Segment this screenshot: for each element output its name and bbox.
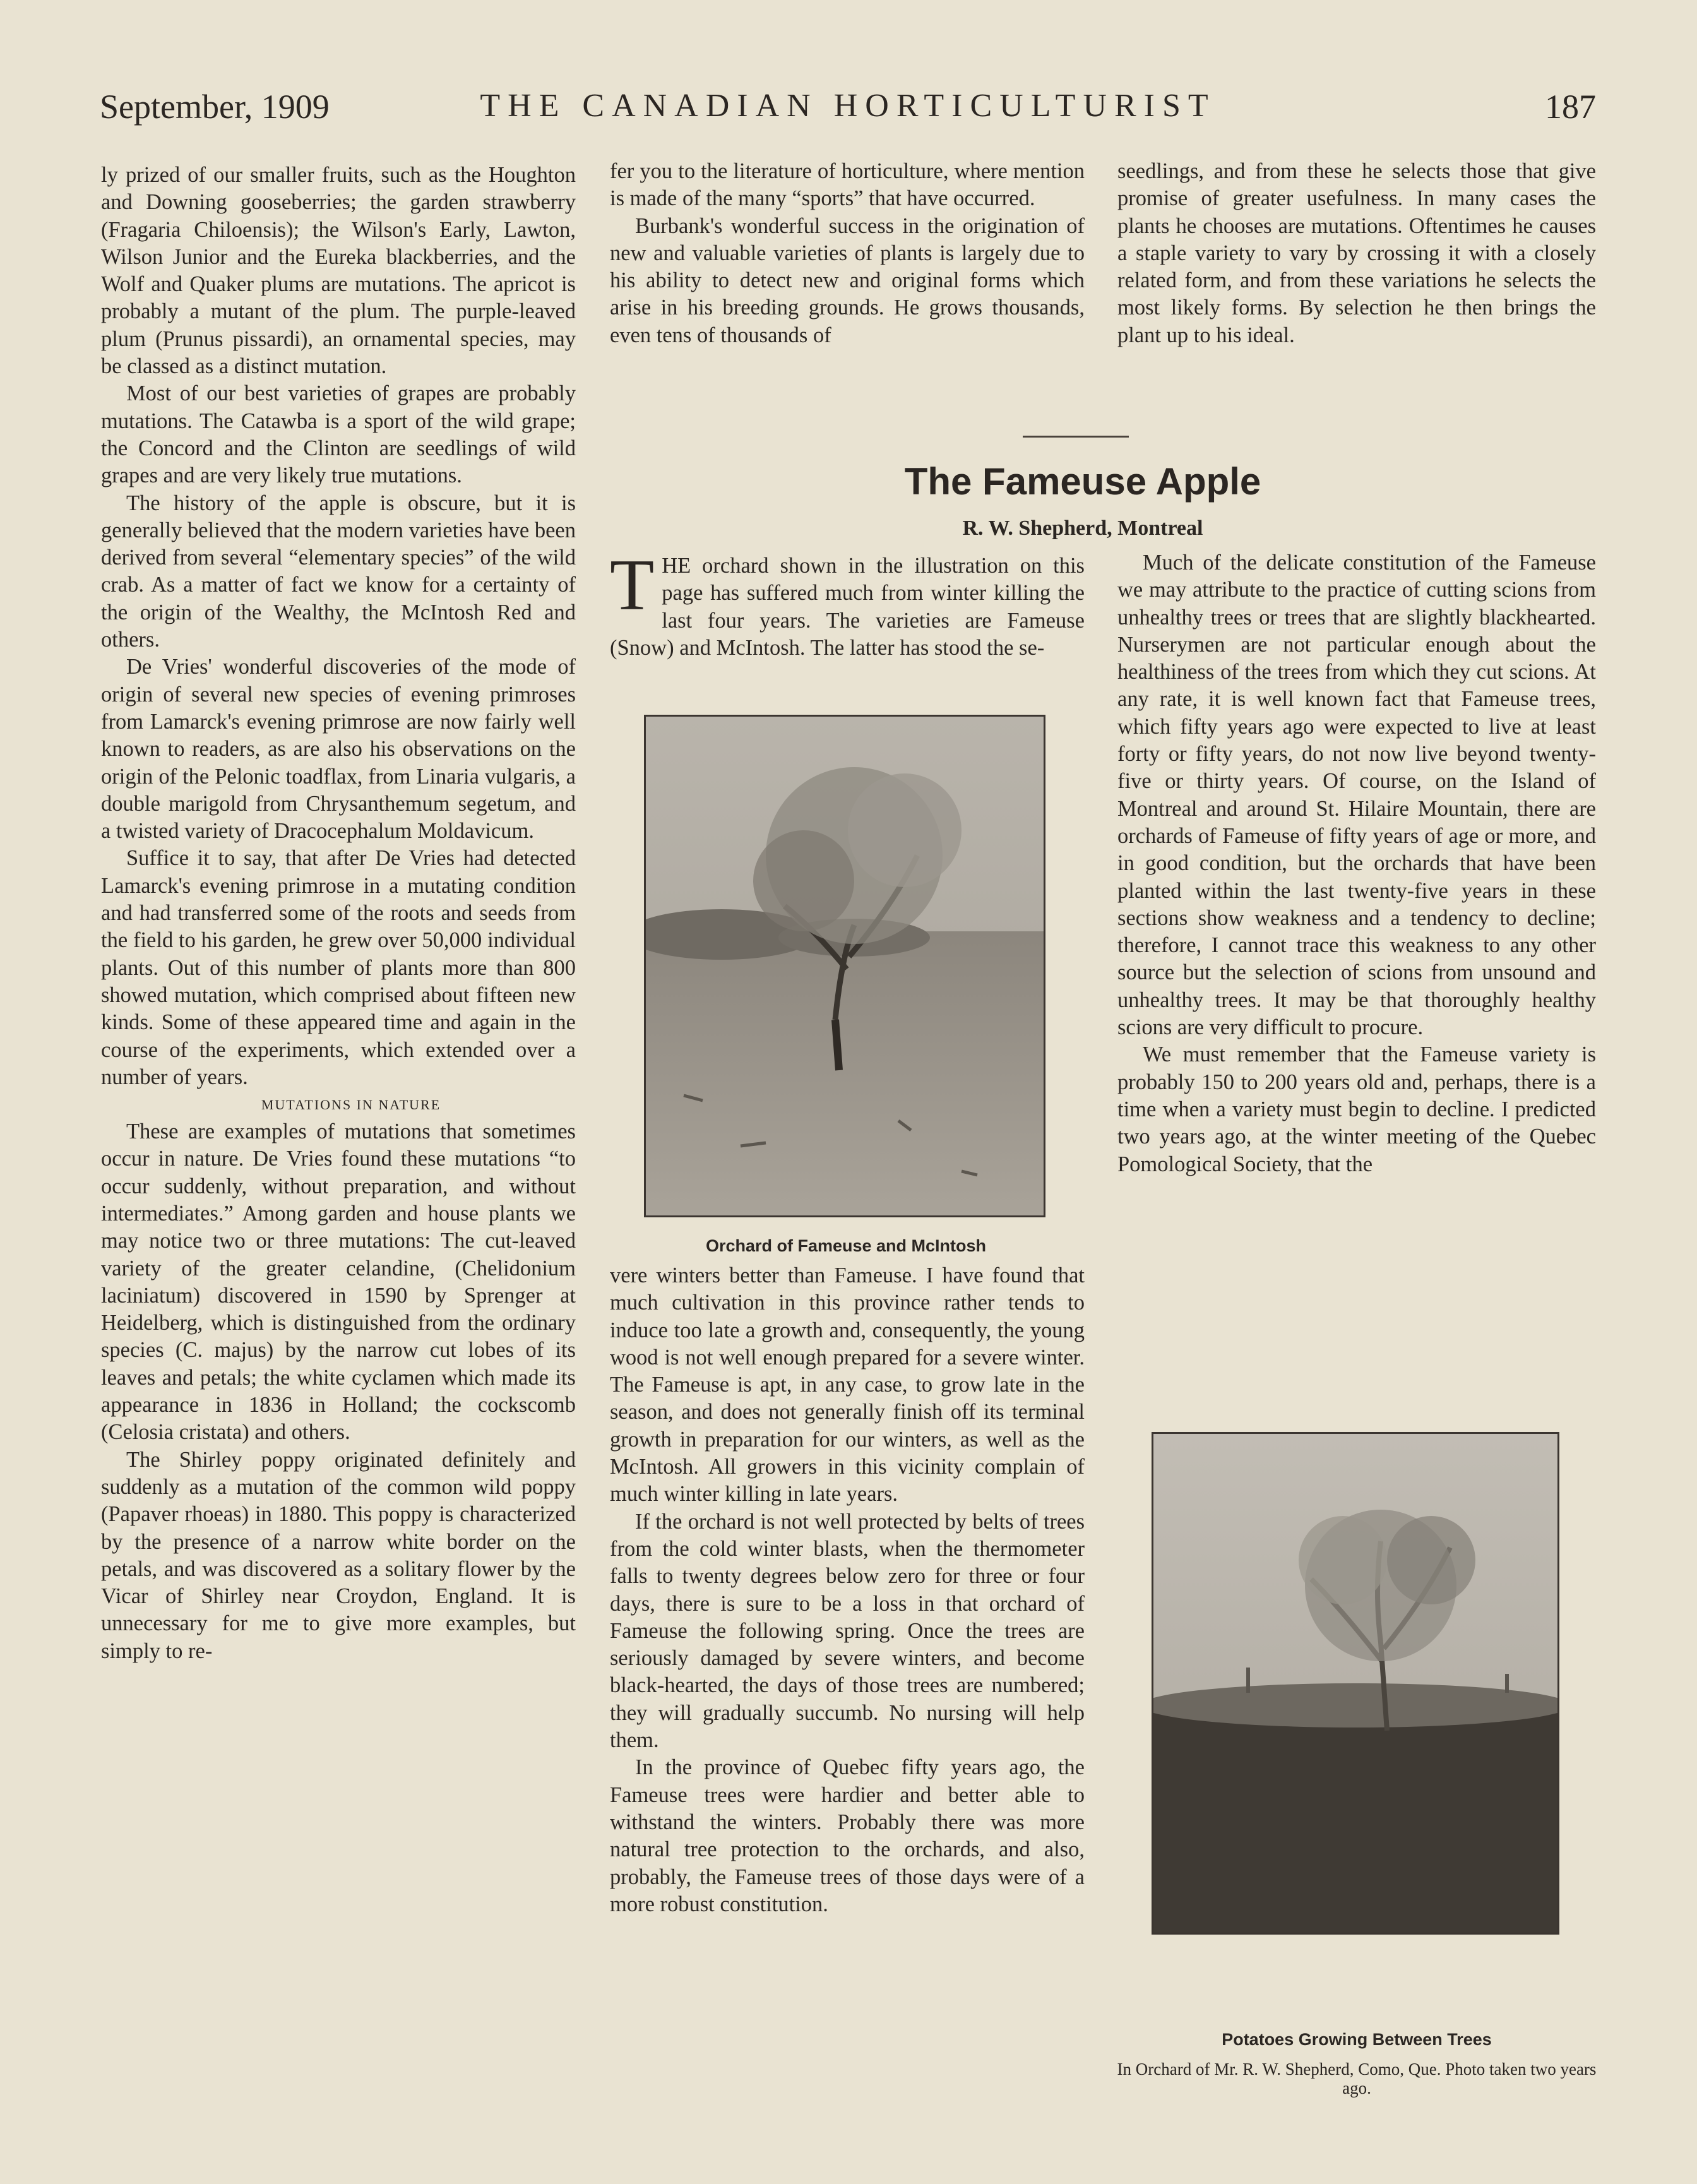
- orchard-photo: [644, 715, 1045, 1217]
- paragraph: The Shirley poppy originated definitely and suddenly as a mutation of the common wild poppy (Papaver rhoeas) in 1880. This poppy is characterized by the presence of a narrow white border on the petals, and was discovered as a solitary flower by the Vicar of Shirley near Croydon, England. It is unnecessary for me to give more examples, but simply to re-: [101, 1447, 576, 1663]
- article-intro: [610, 545, 1085, 662]
- journal-title: THE CANADIAN HORTICULTURIST: [480, 88, 1216, 124]
- page-number: 187: [1545, 88, 1596, 126]
- article-byline: R. W. Shepherd, Montreal: [962, 516, 1203, 540]
- column-3-bottom: [1117, 549, 1596, 1178]
- paragraph: vere winters better than Fameuse. I have found that much cultivation in this province rather tends to induce too late a growth and, consequently, the young wood is not well enough prepared for a severe winter. The Fameuse is apt, in any case, to grow late in the season, and does not generally finish off its terminal growth in preparation for our winters, as well as the McIntosh. All growers in this vicinity complain of much winter killing in late years.: [610, 1263, 1085, 1507]
- paragraph: Most of our best varieties of grapes are probably mutations. The Catawba is a sport of the wild grape; the Concord and the Clinton are seedlings of wild grapes and are very likely true mutations.: [101, 381, 576, 488]
- paragraph: If the orchard is not well protected by belts of trees from the cold winter blasts, when the thermometer falls to twenty degrees below zero for three or four days, there is sure to be a loss in that orchard of Fameuse the following spring. Once the trees are seriously damaged by severe winters, and become black-hearted, the days of those trees are numbered; they will gradually succumb. No nursing will help them.: [610, 1509, 1085, 1753]
- paragraph: fer you to the literature of horticulture, where mention is made of the many “sports” that have occurred.: [610, 159, 1085, 211]
- paragraph: seedlings, and from these he selects those that give promise of greater usefulness. In many cases the plants he chooses are mutations. Oftentimes he causes a staple variety to vary by crossing it with a closely related form, and from these variations he selects the most likely forms. By selection he then brings the plant up to his ideal.: [1117, 159, 1596, 347]
- column-2-top: [610, 158, 1085, 349]
- section-divider: [1023, 436, 1129, 438]
- photo-credit: In Orchard of Mr. R. W. Shepherd, Como, Que. Photo taken two years ago.: [1117, 2060, 1597, 2097]
- page-header: [100, 87, 1596, 138]
- paragraph: In the province of Quebec fifty years ago, the Fameuse trees were hardier and better able to withstand the winters. Probably there was more natural tree protection to the orchards, and also, probably, the Fameuse trees of those days were of a more robust constitution.: [610, 1755, 1085, 1916]
- issue-date: September, 1909: [100, 88, 330, 126]
- column-2-bottom: [610, 1262, 1085, 1918]
- drop-cap: T: [610, 545, 655, 625]
- paragraph: De Vries' wonderful discoveries of the mode of origin of several new species of evening primroses from Lamarck's evening primrose are now fairly well known to readers, as are also his observations on the origin of the Pelonic toadflax, from Linaria vulgaris, a double marigold from Chrysanthemum segetum, and a twisted variety of Dracocephalum Moldavicum.: [101, 655, 576, 844]
- paragraph: The history of the apple is obscure, but it is generally believed that the modern varieties have been derived from several “elementary species” of the wild crab. As a matter of fact we know for a certainty of the origin of the Wealthy, the McIntosh Red and others.: [101, 491, 576, 652]
- photo-caption: Orchard of Fameuse and McIntosh: [705, 1236, 987, 1255]
- potatoes-photo: [1152, 1432, 1559, 1935]
- paragraph: ly prized of our smaller fruits, such as the Houghton and Downing gooseberries; the garden strawberry (Fragaria Chiloensis); the Wilson's Early, Lawton, Wilson Junior and the Eureka blackberries, and the Wolf and Quaker plums are mutations. The apricot is probably a mutant of the plum. The purple-leaved plum (Prunus pissardi), an ornamental species, may be classed as a distinct mutation.: [101, 163, 576, 379]
- article-title: The Fameuse Apple: [904, 460, 1261, 503]
- photo-caption: Potatoes Growing Between Trees: [1222, 2030, 1492, 2049]
- column-3-top: [1117, 158, 1596, 349]
- paragraph: We must remember that the Fameuse variety is probably 150 to 200 years old and, perhaps, there is a time when a variety must begin to decline. I predicted two years ago, at the winter meeting of the Quebec Pomological Society, that the: [1117, 1042, 1596, 1176]
- intro-paragraph: [610, 545, 1085, 662]
- paragraph: Much of the delicate constitution of the Fameuse we may attribute to the practice of cutting scions from unhealthy trees or trees that are slightly blackhearted. Nurserymen are not particular enough about the healthiness of the trees from which they cut scions. At any rate, it is well known fact that Fameuse trees, which fifty years ago were expected to live at least forty or fifty years, do not now live beyond twenty-five or thirty years. Of course, on the Island of Montreal and around St. Hilaire Mountain, there are orchards of Fameuse of fifty years of age or more, and in good condition, but the orchards that have been planted within the last twenty-five years in these sections show weakness and a tendency to decline; therefore, I cannot trace this weakness to any other source but the selection of scions from unsound and unhealthy trees. It may be that thoroughly healthy scions are very difficult to procure.: [1117, 551, 1596, 1040]
- paragraph: Suffice it to say, that after De Vries had detected Lamarck's evening primrose in a mutating condition and had transferred some of the roots and seeds from the field to his garden, he grew over 50,000 individual plants. Out of this number of plants more than 800 showed mutation, which comprised about fifteen new kinds. Some of these appeared time and again in the course of the experiments, which extended over a number of years.: [101, 846, 576, 1089]
- intro-text: HE orchard shown in the illustration on this page has suffered much from winter killing the last four years. The varieties are Fameuse (Snow) and McIntosh. The latter has stood the se-: [610, 554, 1085, 660]
- column-1: [101, 162, 576, 1665]
- paragraph: Burbank's wonderful success in the origination of new and valuable varieties of plants is largely due to his ability to detect new and original forms which arise in his breeding grounds. He grows thousands, even tens of thousands of: [610, 213, 1085, 347]
- section-heading: MUTATIONS IN NATURE: [261, 1097, 441, 1113]
- paragraph: These are examples of mutations that sometimes occur in nature. De Vries found these mutations “to occur suddenly, without preparation, and without intermediates.” Among garden and house plants we may notice two or three mutations: The cut-leaved variety of the greater celandine, (Chelidonium laciniatum) discovered in 1590 by Sprenger at Heidelberg, which is distinguished from the ordinary species (C. majus) by the narrow cut lobes of its leaves and petals; the white cyclamen which made its appearance in 1836 in Holland; the cockscomb (Celosia cristata) and others.: [101, 1119, 576, 1445]
